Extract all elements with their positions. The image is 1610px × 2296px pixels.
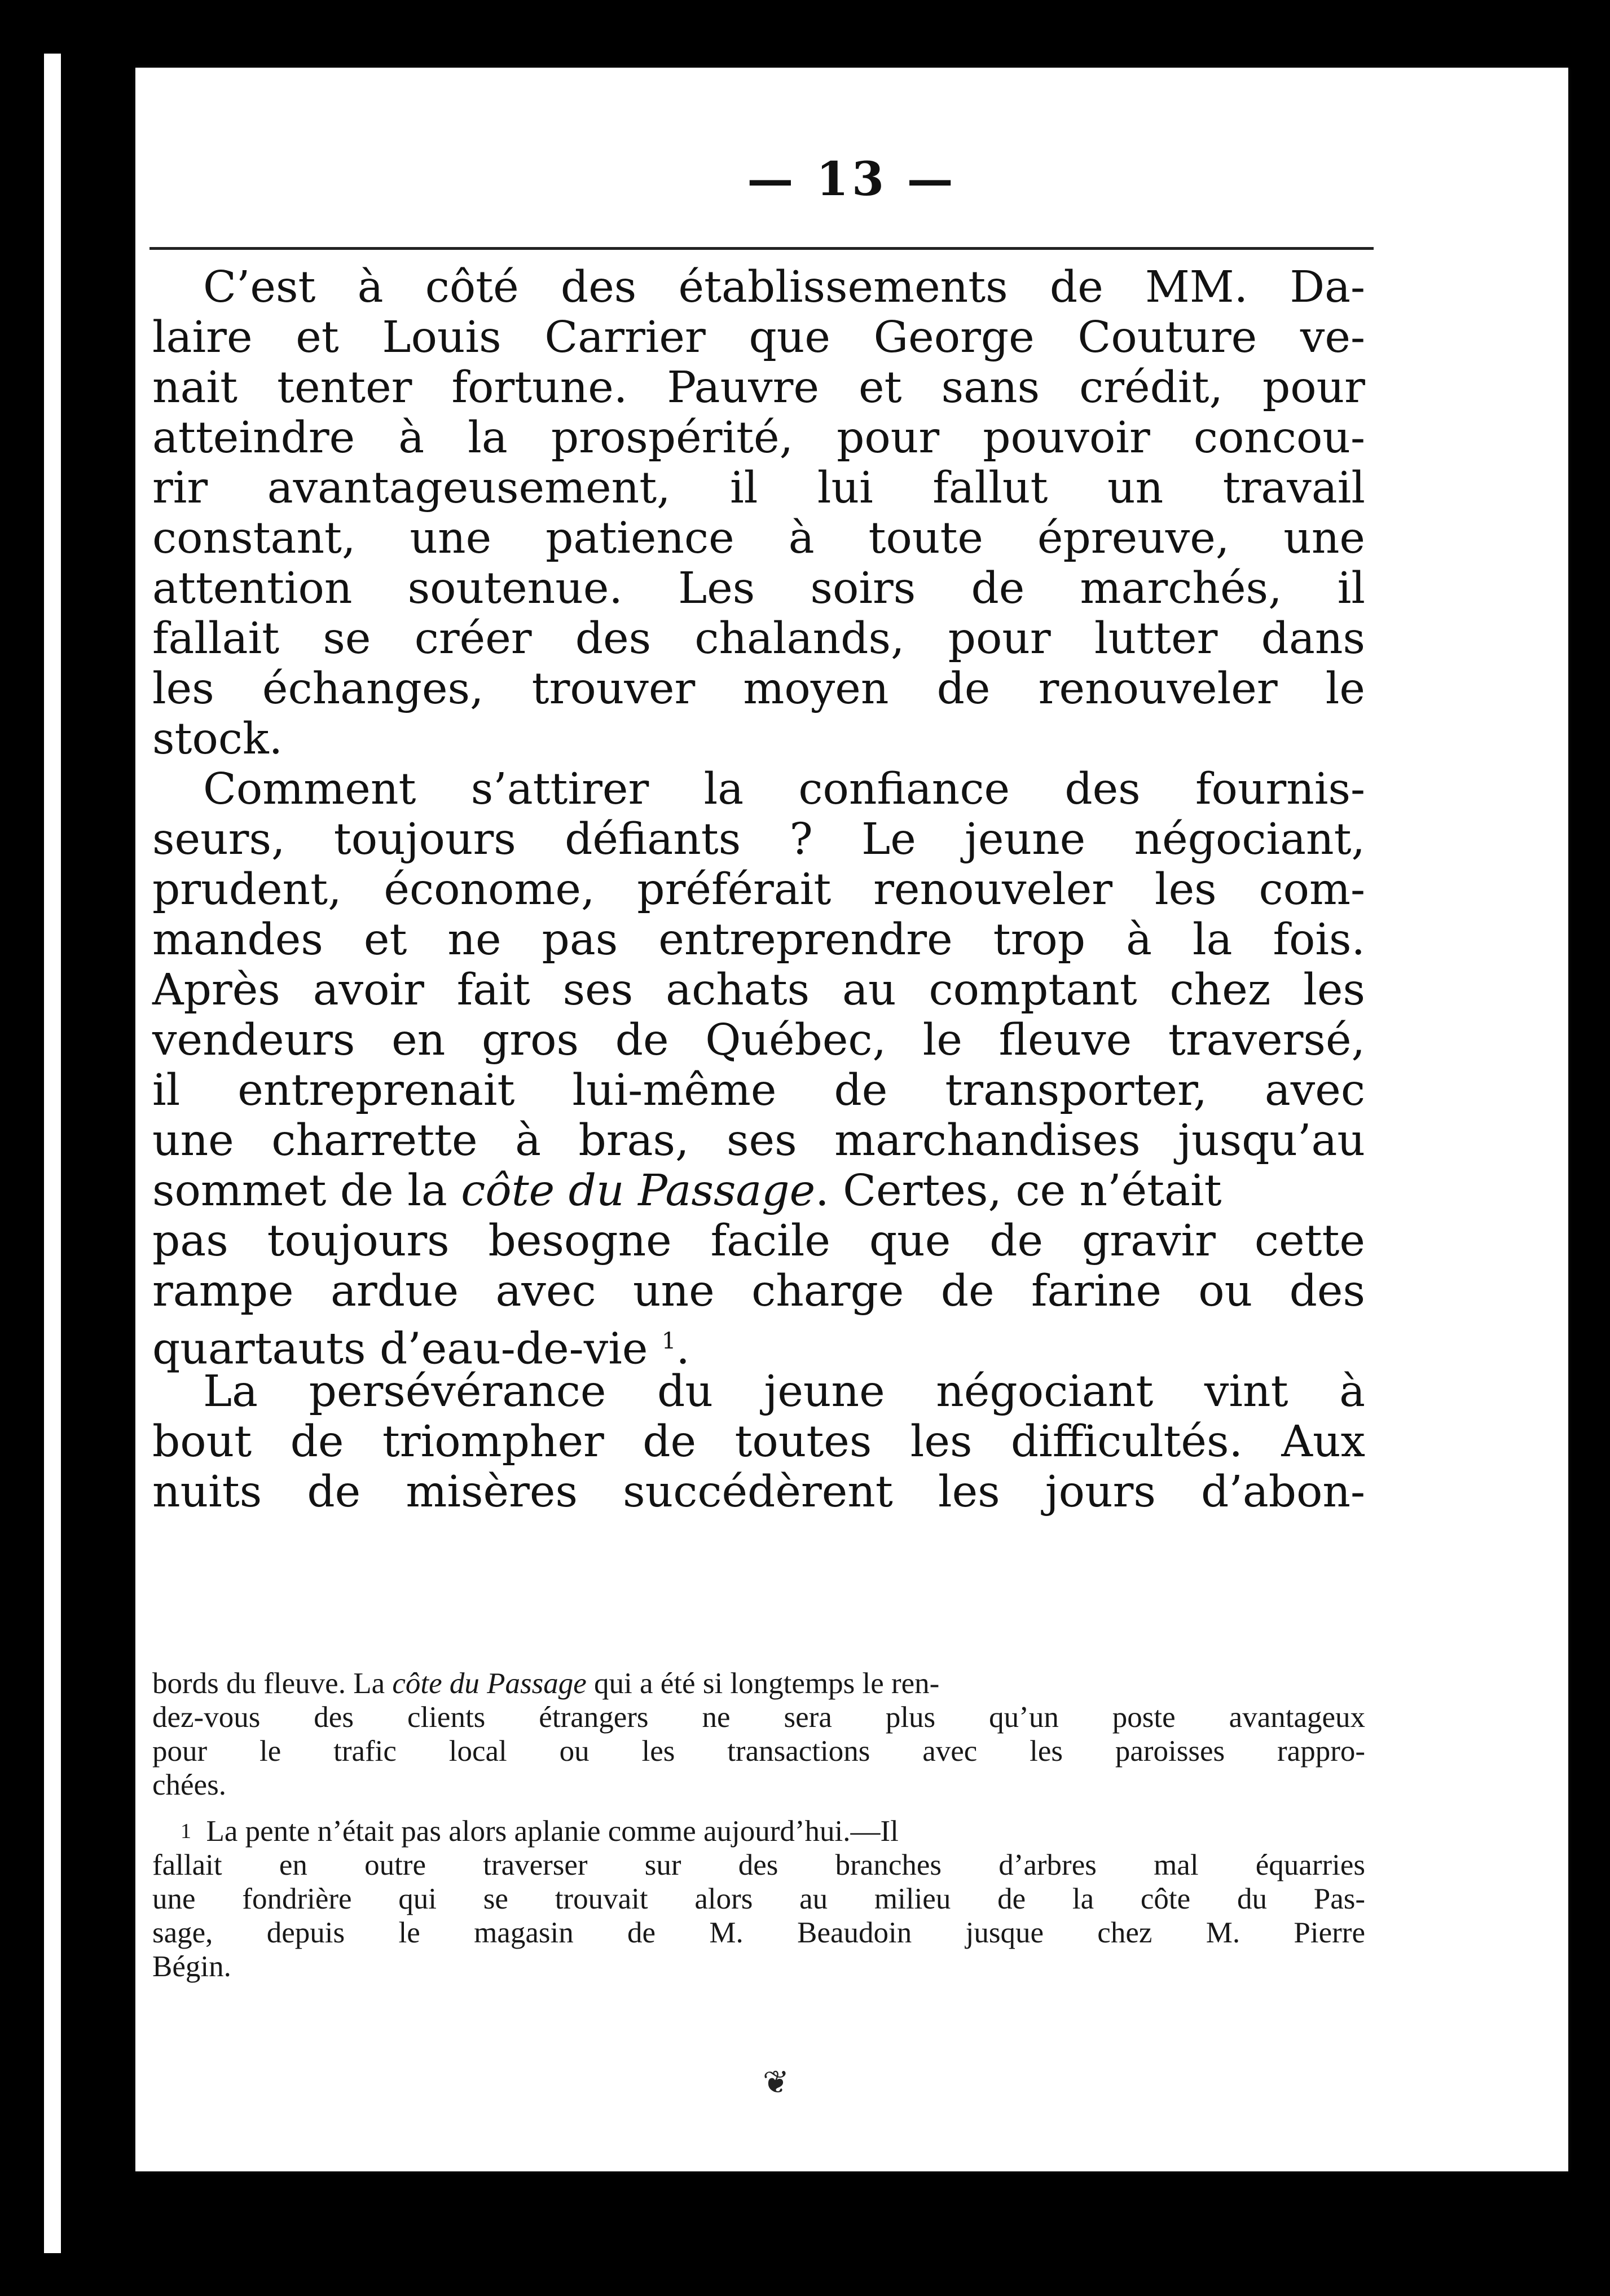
text-line: rir avantageusement, il lui fallut un travail: [152, 463, 1365, 513]
footnotes: [152, 1667, 1365, 1984]
footnote-line: [152, 1814, 1365, 1848]
text-line: C’est à côté des établissements de MM. Da-: [203, 262, 1365, 312]
printer-ornament-icon: ❦: [763, 2064, 789, 2101]
text-line: atteindre à la prospérité, pour pouvoir concou-: [152, 413, 1365, 463]
text-line: bout de triompher de toutes les difficultés. Aux: [152, 1417, 1365, 1467]
italic-place-name: côte du Passage: [392, 1667, 587, 1700]
text-line: pas toujours besogne facile que de gravir cette: [152, 1216, 1365, 1266]
scan-left-edge: [44, 54, 61, 2253]
footnote-number: 1: [181, 1819, 191, 1843]
text-line: [152, 1316, 1365, 1374]
text-segment: sommet de la: [152, 1166, 447, 1216]
text-line: laire et Louis Carrier que George Couture ve-: [152, 312, 1365, 363]
text-line: vendeurs en gros de Québec, le fleuve traversé,: [152, 1015, 1365, 1065]
text-line: constant, une patience à toute épreuve, une: [152, 513, 1365, 563]
document-page: [135, 68, 1568, 2171]
text-segment: La pente n’était pas alors aplanie comme aujourd’hui.—Il: [206, 1815, 899, 1848]
text-segment: qui a été si longtemps le ren-: [594, 1667, 940, 1700]
text-line: seurs, toujours défiants ? Le jeune négociant,: [152, 814, 1365, 865]
text-line: stock.: [152, 714, 283, 764]
footnote-line: une fondrière qui se trouvait alors au milieu de la côte du Pas-: [152, 1883, 1365, 1915]
text-line: prudent, économe, préférait renouveler les com-: [152, 865, 1365, 915]
text-segment: .: [676, 1324, 690, 1374]
header-rule: [149, 247, 1374, 250]
text-line: les échanges, trouver moyen de renouveler le: [152, 664, 1365, 714]
footnote-line: [152, 1667, 1365, 1700]
page-number: — 13 —: [747, 152, 957, 206]
footnote-line: Bégin.: [152, 1950, 231, 1983]
footnote-line: sage, depuis le magasin de M. Beaudoin jusque chez M. Pierre: [152, 1916, 1365, 1949]
text-line: [152, 1166, 1365, 1216]
footnote-line: chées.: [152, 1769, 226, 1801]
text-line: nait tenter fortune. Pauvre et sans crédit, pour: [152, 363, 1365, 413]
text-segment: bords du fleuve. La: [152, 1667, 385, 1700]
text-line: Après avoir fait ses achats au comptant chez les: [152, 965, 1365, 1015]
text-line: Comment s’attirer la confiance des fournis-: [203, 764, 1365, 814]
text-line: fallait se créer des chalands, pour lutter dans: [152, 614, 1365, 664]
text-line: nuits de misères succédèrent les jours d’abon-: [152, 1467, 1365, 1517]
text-line: mandes et ne pas entreprendre trop à la fois.: [152, 915, 1365, 965]
footnote-line: pour le trafic local ou les transactions avec les paroisses rappro-: [152, 1735, 1365, 1768]
footnote-line: fallait en outre traverser sur des branches d’arbres mal équarries: [152, 1849, 1365, 1881]
footnote-gap: [152, 1802, 1365, 1814]
italic-place-name: côte du Passage: [461, 1166, 816, 1216]
text-line: il entreprenait lui-même de transporter, avec: [152, 1065, 1365, 1116]
text-line: une charrette à bras, ses marchandises jusqu’au: [152, 1116, 1365, 1166]
footnote-marker: 1: [661, 1328, 676, 1354]
text-segment: quartauts d’eau-de-vie: [152, 1324, 648, 1374]
text-line: rampe ardue avec une charge de farine ou des: [152, 1266, 1365, 1316]
main-text: [152, 262, 1365, 1517]
footnote-line: dez-vous des clients étrangers ne sera plus qu’un poste avantageux: [152, 1701, 1365, 1734]
text-segment: . Certes, ce n’était: [815, 1166, 1222, 1216]
text-line: La persévérance du jeune négociant vint à: [203, 1367, 1365, 1417]
text-line: attention soutenue. Les soirs de marchés, il: [152, 563, 1365, 614]
